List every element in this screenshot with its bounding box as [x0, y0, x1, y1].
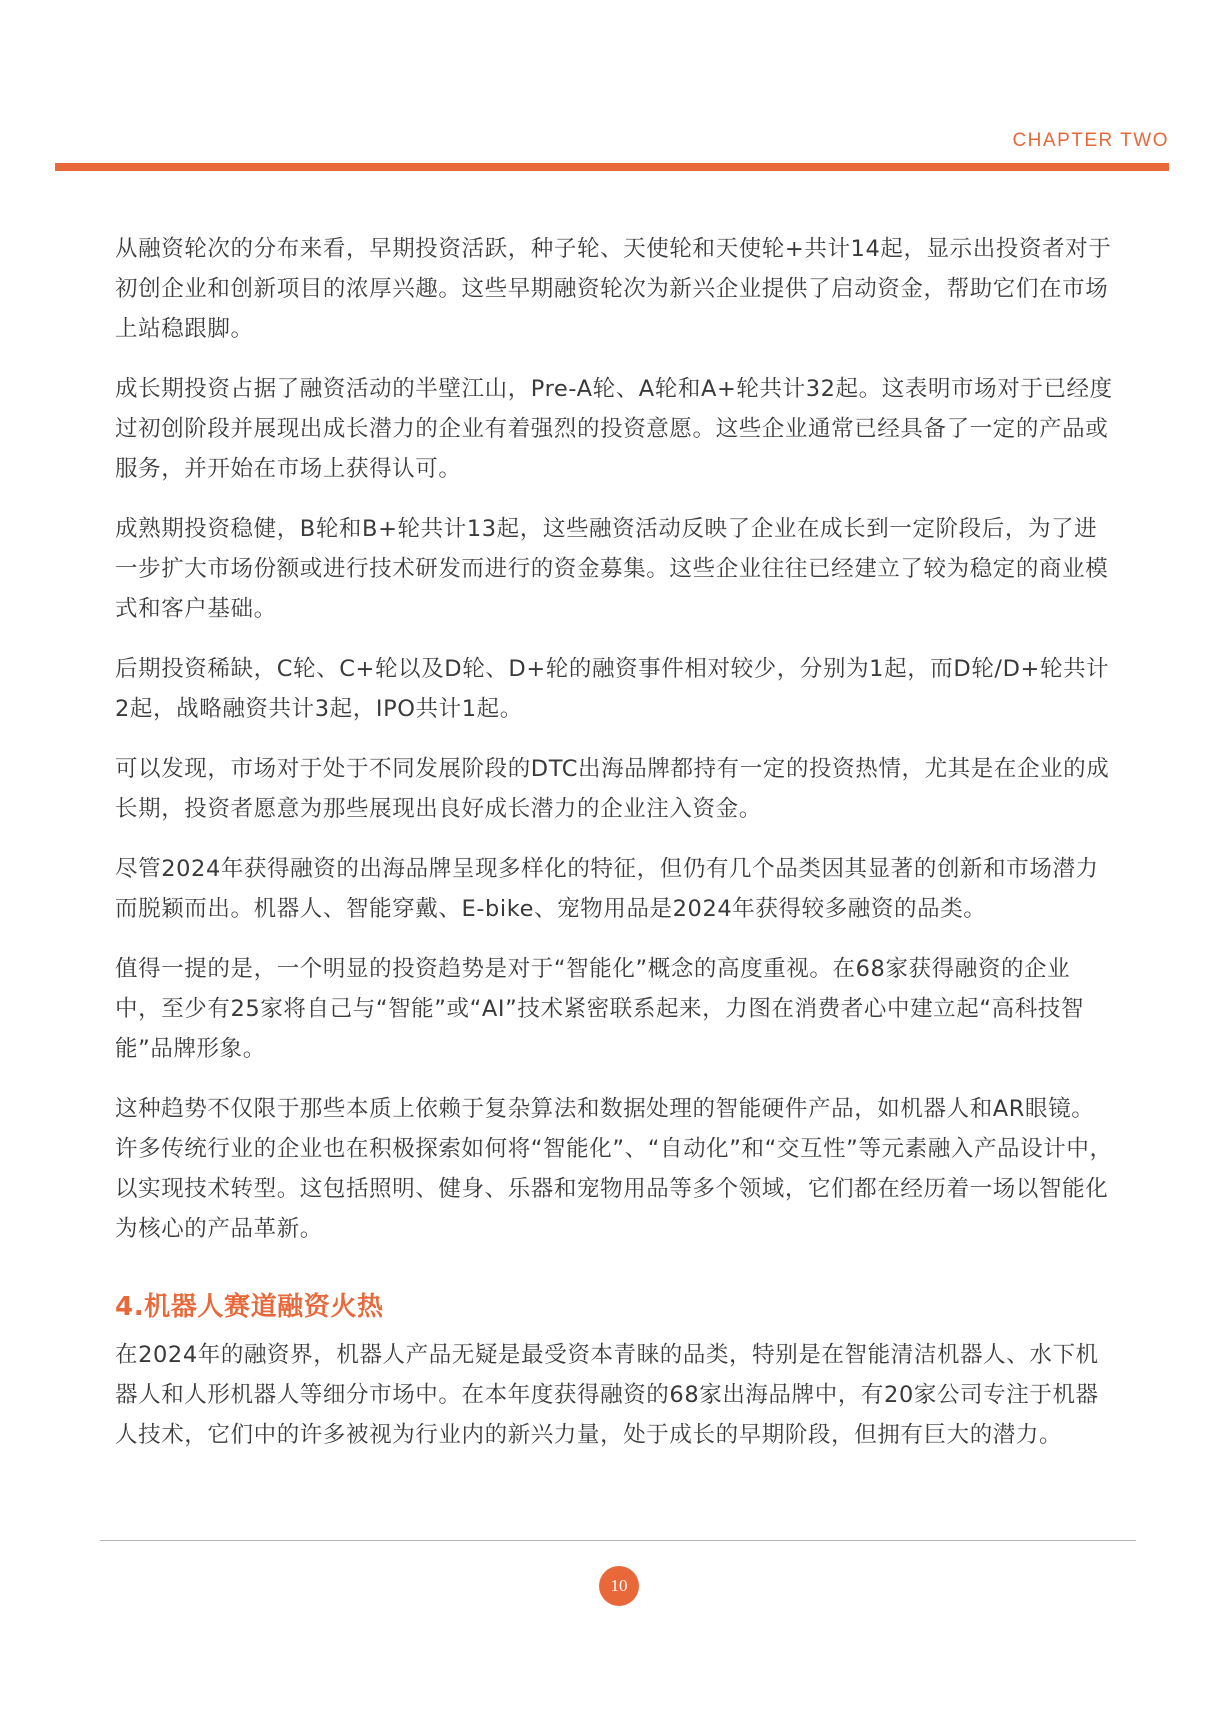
body-paragraph: 成长期投资占据了融资活动的半壁江山，Pre-A轮、A轮和A+轮共计32起。这表明市场对于已经度过初创阶段并展现出成长潜力的企业有着强烈的投资意愿。这些企业通常已经具备了一定的产品或服务，并开始在市场上获得认可。	[115, 376, 1113, 482]
body-paragraph: 值得一提的是，一个明显的投资趋势是对于“智能化”概念的高度重视。在68家获得融资的企业中，至少有25家将自己与“智能”或“AI”技术紧密联系起来，力图在消费者心中建立起“高科技智能”品牌形象。	[115, 956, 1085, 1062]
section-paragraph: 在2024年的融资界，机器人产品无疑是最受资本青睐的品类，特别是在智能清洁机器人、水下机器人和人形机器人等细分市场中。在本年度获得融资的68家出海品牌中，有20家公司专注于机器人技术，它们中的许多被视为行业内的新兴力量，处于成长的早期阶段，但拥有巨大的潜力。	[115, 1342, 1099, 1448]
body-paragraph: 后期投资稀缺，C轮、C+轮以及D轮、D+轮的融资事件相对较少，分别为1起，而D轮/D+轮共计2起，战略融资共计3起，IPO共计1起。	[115, 656, 1110, 722]
main-content	[115, 229, 1115, 1475]
body-paragraph: 可以发现，市场对于处于不同发展阶段的DTC出海品牌都持有一定的投资热情，尤其是在企业的成长期，投资者愿意为那些展现出良好成长潜力的企业注入资金。	[115, 756, 1110, 822]
page-number-badge: 10	[599, 1566, 639, 1606]
body-paragraph: 成熟期投资稳健，B轮和B+轮共计13起，这些融资活动反映了企业在成长到一定阶段后，为了进一步扩大市场份额或进行技术研发而进行的资金募集。这些企业往往已经建立了较为稳定的商业模式和客户基础。	[115, 516, 1109, 622]
footer-rule	[100, 1540, 1136, 1541]
body-paragraph: 尽管2024年获得融资的出海品牌呈现多样化的特征，但仍有几个品类因其显著的创新和市场潜力而脱颖而出。机器人、智能穿戴、E-bike、宠物用品是2024年获得较多融资的品类。	[115, 856, 1099, 922]
body-paragraph: 从融资轮次的分布来看，早期投资活跃，种子轮、天使轮和天使轮+共计14起，显示出投资者对于初创企业和创新项目的浓厚兴趣。这些早期融资轮次为新兴企业提供了启动资金，帮助它们在市场上站稳跟脚。	[115, 236, 1112, 342]
section-heading: 4.机器人赛道融资火热	[115, 1292, 384, 1322]
header-rule	[55, 163, 1169, 171]
body-paragraph: 这种趋势不仅限于那些本质上依赖于复杂算法和数据处理的智能硬件产品，如机器人和AR眼镜。许多传统行业的企业也在积极探索如何将“智能化”、“自动化”和“交互性”等元素融入产品设计中，以实现技术转型。这包括照明、健身、乐器和宠物用品等多个领域，它们都在经历着一场以智能化为核心的产品革新。	[115, 1096, 1113, 1242]
chapter-label: CHAPTER TWO	[1012, 130, 1169, 151]
